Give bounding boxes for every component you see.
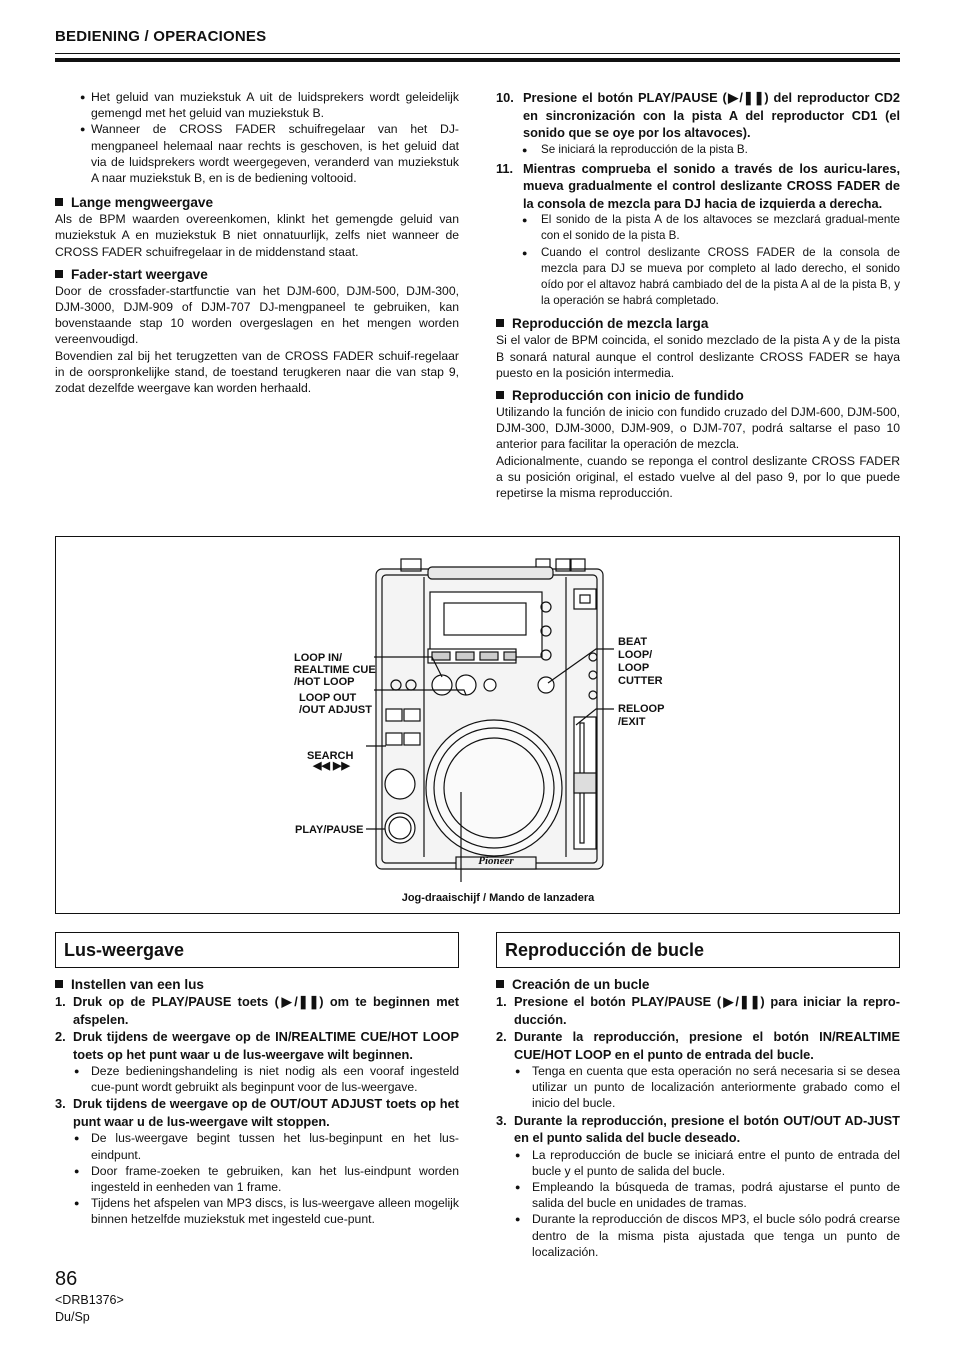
label-beat-4: CUTTER xyxy=(618,675,663,687)
bullet-item: ● Deze bedieningshandeling is niet nodig als een vooraf ingesteld cue-punt wordt gebruikt als beginpunt voor de lus-weergave. xyxy=(55,1063,459,1095)
paragraph: Als de BPM waarden overeenkomen, klinkt het gemengde geluid van muziekstuk A en muziekstuk B niet onnatuurlijk, zelfs niet wanneer de CROSS FADER schuifregelaar in de middenstand staat. xyxy=(55,212,459,259)
bullet-item: ● Tenga en cuenta que esta operación no será necesaria si se desea utilizar un punto de localización anteriormente grabado como el inicio del bucle. xyxy=(496,1063,900,1112)
document-code: <DRB1376> xyxy=(55,1293,124,1307)
section-title-lus: Lus-weergave xyxy=(55,932,459,968)
bullet-item: ● El sonido de la pista A de los altavoces se mezclará gradual-mente con el sonido de la pista B. xyxy=(496,212,900,244)
label-loop-out-1: LOOP OUT xyxy=(299,692,357,704)
label-loop-in-3: /HOT LOOP xyxy=(294,676,355,688)
bullet-item: ● Door frame-zoeken te gebruiken, kan het lus-eindpunt worden ingesteld in eenheden van 1 frame. xyxy=(55,1163,459,1195)
step-3: 3. Durante la reproducción, presione el botón OUT/OUT AD-JUST en el punto salida del bucle deseado. xyxy=(496,1112,900,1146)
label-play-pause: PLAY/PAUSE xyxy=(295,824,364,836)
section-heading: Fader-start weergave xyxy=(55,266,459,283)
bucle-column xyxy=(496,976,900,1260)
label-loop-in-1: LOOP IN/ xyxy=(294,652,343,664)
device-body xyxy=(376,559,603,869)
section-heading: Creación de un bucle xyxy=(496,976,900,993)
label-beat-3: LOOP xyxy=(618,662,650,674)
square-bullet-icon xyxy=(55,198,63,206)
paragraph: Bovendien zal bij het terugzetten van de CROSS FADER schuif-regelaar in de oorspronkelijke stand, de toestand terugkeren naar die van stap 9, zodat dezelfde weergave kan worden herhaald. xyxy=(55,348,459,396)
bullet-item: ● Se iniciará la reproducción de la pista B. xyxy=(496,142,900,158)
language-code: Du/Sp xyxy=(55,1310,90,1324)
section-title-bucle: Reproducción de bucle xyxy=(496,932,900,968)
label-loop-in-2: REALTIME CUE xyxy=(294,664,376,676)
step-1: 1. Presione el botón PLAY/PAUSE (▶/❚❚) para iniciar la repro-ducción. xyxy=(496,994,900,1027)
bullet-item: ● Wanneer de CROSS FADER schuifregelaar van het DJ-mengpaneel helemaal naar rechts is geschoven, is het geluid dat via de luidsprekers wordt weergegeven, veranderd van muziekstuk A naar muziekstuk B, en is de bediening voltooid. xyxy=(55,121,459,186)
header-title: BEDIENING / OPERACIONES xyxy=(55,28,267,45)
cd-player-figure xyxy=(55,536,900,914)
bullet-item: ● Het geluid van muziekstuk A uit de luidsprekers wordt geleidelijk gemengd met het geluid van muziekstuk B. xyxy=(55,89,459,121)
label-jog: Jog-draaischijf / Mando de lanzadera xyxy=(401,892,595,904)
square-bullet-icon xyxy=(55,270,63,278)
label-beat-1: BEAT xyxy=(618,636,648,648)
square-bullet-icon xyxy=(496,980,504,988)
left-top-column xyxy=(55,89,459,396)
bullet-item: ● Empleando la búsqueda de tramas, podrá ajustarse el punto de salida del bucle en unidades de tramas. xyxy=(496,1179,900,1211)
paragraph: Si el valor de BPM coincida, el sonido mezclado de la pista A y de la pista B sonará natural aunque el control deslizante CROSS FADER se haya puesto en la posición intermedia. xyxy=(496,333,900,380)
bullet-item: ● Cuando el control deslizante CROSS FADER de la consola de mezcla para DJ se mueva por completo al lado derecho, el sonido oído por el altavoz habrá cambiado del de la pista A al de la pista B, y la operación se habrá completado. xyxy=(496,245,900,310)
brand-logo: Pioneer xyxy=(478,855,514,867)
paragraph: Adicionalmente, cuando se reponga el control deslizante CROSS FADER a su posición original, el estado vuelve al del paso 9, por lo que puede repetirse la misma reproducción. xyxy=(496,453,900,501)
paragraph: Door de crossfader-startfunctie van het DJM-600, DJM-500, DJM-300, DJM-3000, DJM-909 of DJM-707 DJ-mengpaneel te gebruiken, kan bovenstaande stap 10 worden overgeslagen en het mengen worden vereenvoudigd. xyxy=(55,283,459,347)
section-heading: Reproducción de mezcla larga xyxy=(496,315,900,332)
page-number: 86 xyxy=(55,1268,78,1290)
step-1: 1. Druk op de PLAY/PAUSE toets (▶/❚❚) om te beginnen met afspelen. xyxy=(55,994,459,1027)
square-bullet-icon xyxy=(496,391,504,399)
square-bullet-icon xyxy=(55,980,63,988)
step-10: 10. Presione el botón PLAY/PAUSE (▶/❚❚) del reproductor CD2 en sincronización con la pista A del reproductor CD1 (el sonido que se oye por los altavoces). xyxy=(496,90,900,140)
step-11: 11. Mientras comprueba el sonido a través de los auricu-lares, mueva gradualmente el control deslizante CROSS FADER de la consola de mezcla para DJ hacia de izquierda a derecha. xyxy=(496,160,900,211)
step-3: 3. Druk tijdens de weergave op de OUT/OUT ADJUST toets op het punt waar u de lus-weergave wilt stoppen. xyxy=(55,1096,459,1129)
paragraph: Utilizando la función de inicio con fundido cruzado del DJM-600, DJM-500, DJM-300, DJM-3000, DJM-909, o DJM-707, podrá saltarse el paso 10 anterior para facilitar la operación de mezcla. xyxy=(496,405,900,452)
label-loop-out-2: /OUT ADJUST xyxy=(299,704,372,716)
header-rule-thin xyxy=(55,53,900,54)
bullet-item: ● De lus-weergave begint tussen het lus-beginpunt en het lus-eindpunt. xyxy=(55,1130,459,1162)
section-heading: Reproducción con inicio de fundido xyxy=(496,387,900,404)
cd-player-illustration xyxy=(56,537,899,913)
bullet-item: ● Tijdens het afspelen van MP3 discs, is lus-weergave alleen mogelijk binnen hetzelfde muziekstuk met ingesteld cue-punt. xyxy=(55,1195,459,1227)
right-top-column xyxy=(496,89,900,501)
step-2: 2. Durante la reproducción, presione el botón IN/REALTIME CUE/HOT LOOP en el punto de entrada del bucle. xyxy=(496,1029,900,1062)
label-search-arrows: ◀◀ ▶▶ xyxy=(313,760,350,772)
section-heading: Lange mengweergave xyxy=(55,194,459,211)
header-rule-thick xyxy=(55,58,900,62)
square-bullet-icon xyxy=(496,319,504,327)
bullet-item: ● Durante la reproducción de discos MP3, el bucle sólo podrá crearse dentro de la misma pista ajustada que tenga un punto de localización. xyxy=(496,1211,900,1260)
label-reloop-2: /EXIT xyxy=(618,716,646,728)
section-heading: Instellen van een lus xyxy=(55,976,459,993)
label-reloop-1: RELOOP xyxy=(618,703,665,715)
lus-column xyxy=(55,976,459,1228)
label-search: SEARCH xyxy=(307,750,354,762)
label-beat-2: LOOP/ xyxy=(618,649,653,661)
bullet-item: ● La reproducción de bucle se iniciará entre el punto de entrada del bucle y el punto de salida del bucle. xyxy=(496,1147,900,1179)
step-2: 2. Druk tijdens de weergave op de IN/REALTIME CUE/HOT LOOP toets op het punt waar u de lus-weergave wilt beginnen. xyxy=(55,1029,459,1062)
